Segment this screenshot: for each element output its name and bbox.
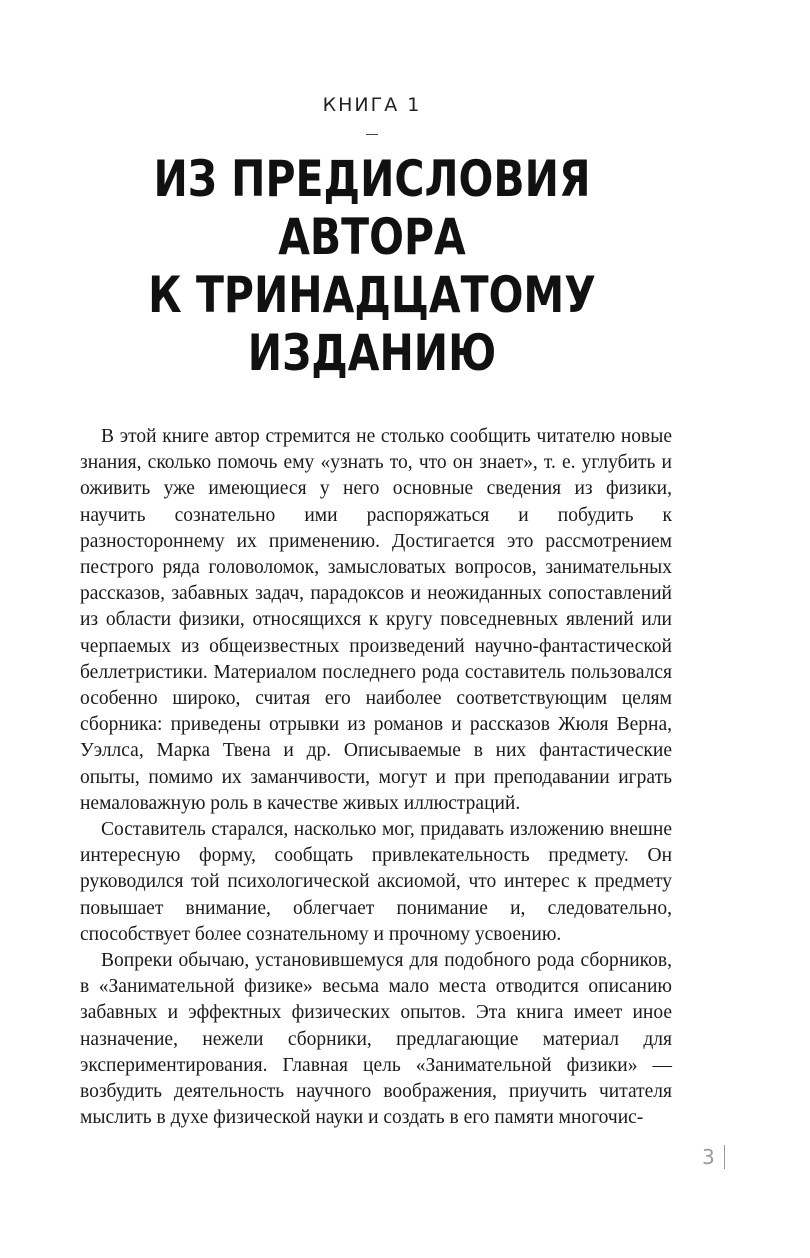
- body-text: [80, 424, 672, 1131]
- paragraph: Составитель старался, насколько мог, придавать изложению внешне интересную форму, сообщать привлекательность предмету. Он руководился той психологической аксиомой, что интерес к предмету повышает внимание, облегчает понимание и, следовательно, способствует более сознательному и прочному усвоению.: [80, 819, 672, 945]
- chapter-title: [67, 150, 677, 382]
- page-number: [702, 1145, 725, 1169]
- chapter-title-line: К ТРИНАДЦАТОМУ: [148, 266, 596, 324]
- title-dash: [366, 134, 378, 135]
- page-number-value: 3: [702, 1145, 715, 1169]
- page-number-divider: [724, 1145, 725, 1169]
- book-label: КНИГА 1: [322, 94, 422, 116]
- chapter-title-line: ИЗДАНИЮ: [247, 324, 497, 382]
- paragraph: В этой книге автор стремится не столько сообщить читателю новые знания, сколько помочь ему «узнать то, что он знает», т. е. углубить и оживить уже имеющиеся у него основные сведения из физики, научить сознательно ими распоряжаться и побудить к разностороннему их применению. Достигается это рассмотрением пестрого ряда головоломок, замысловатых вопросов, занимательных рассказов, забавных задач, парадоксов и неожиданных сопоставлений из области физики, относящихся к кругу повседневных явлений или черпаемых из общеизвестных произведений научно-фантастической беллетристики. Материалом последнего рода составитель пользовался особенно широко, считая его наиболее соответствующим целям сборника: приведены отрывки из романов и рассказов Жюля Верна, Уэллса, Марка Твена и др. Описываемые в них фантастические опыты, помимо их заманчивости, могут и при преподавании играть немаловажную роль в качестве живых иллюстраций.: [80, 426, 672, 814]
- chapter-title-line: АВТОРА: [278, 208, 466, 266]
- chapter-title-line: ИЗ ПРЕДИСЛОВИЯ: [153, 150, 591, 208]
- paragraph: Вопреки обычаю, установившемуся для подобного рода сборников, в «Занимательной физике» весьма мало места отводится описанию забавных и эффектных физических опытов. Эта книга имеет иное назначение, нежели сборники, предлагающие материал для экспериментирования. Главная цель «Занимательной физики» — возбудить деятельность научного воображения, приучить читателя мыслить в духе физической науки и создать в его памяти многочис-: [80, 950, 672, 1129]
